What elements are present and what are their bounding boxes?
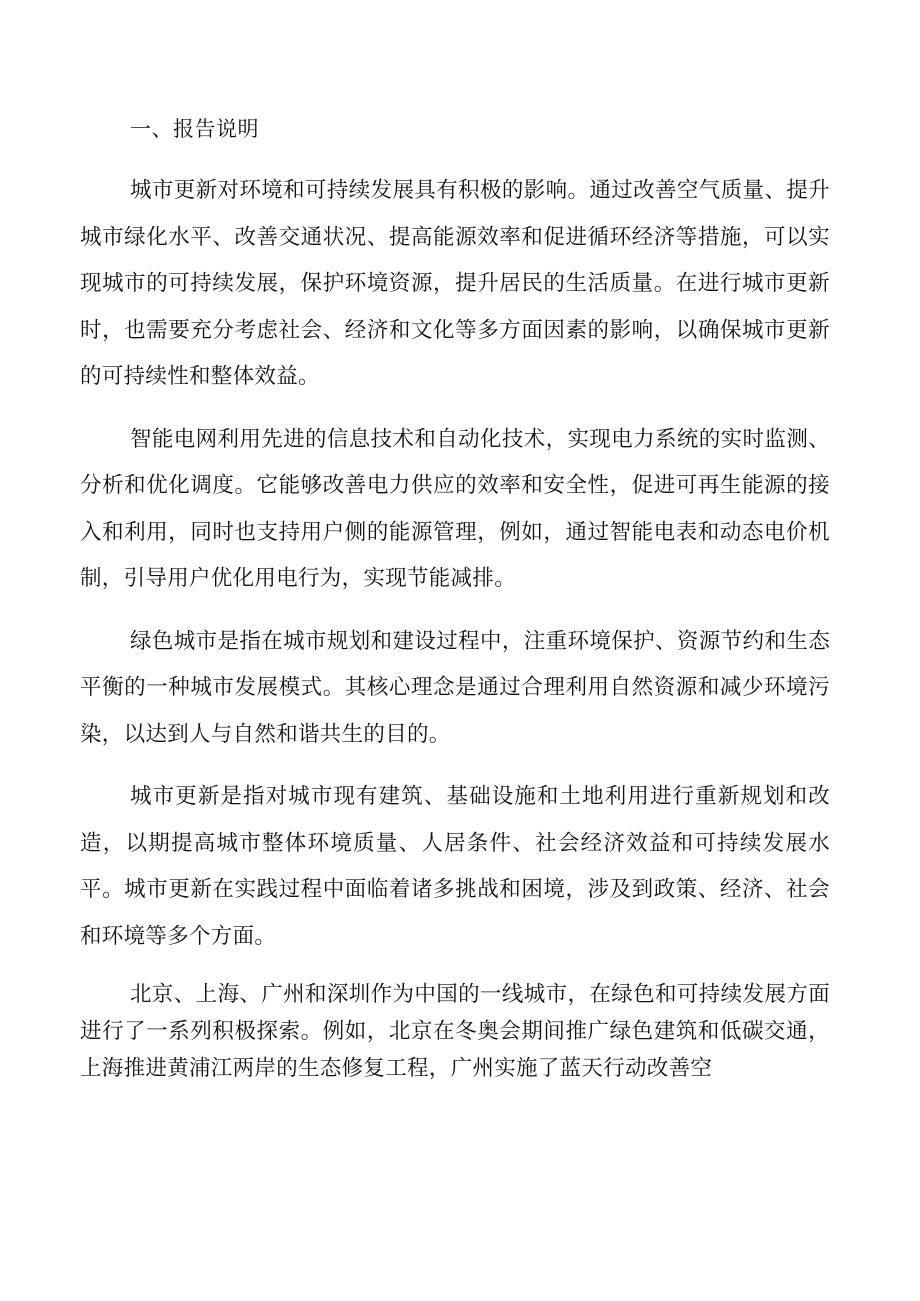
paragraph-urban-renewal-definition: 城市更新是指对城市现有建筑、基础设施和土地利用进行重新规划和改造，以期提高城市整体环境质量、人居条件、社会经济效益和可持续发展水平。城市更新在实践过程中面临着诸多挑战和困境，涉及到政策、经济、社会和环境等多个方面。	[80, 784, 830, 949]
paragraph-smart-grid: 智能电网利用先进的信息技术和自动化技术，实现电力系统的实时监测、分析和优化调度。它能够改善电力供应的效率和安全性，促进可再生能源的接入和利用，同时也支持用户侧的能源管理，例如，通过智能电表和动态电价机制，引导用户优化用电行为，实现节能减排。	[80, 426, 830, 591]
paragraph-green-city: 绿色城市是指在城市规划和建设过程中，注重环境保护、资源节约和生态平衡的一种城市发展模式。其核心理念是通过合理利用自然资源和减少环境污染，以达到人与自然和谐共生的目的。	[80, 628, 830, 747]
section-heading: 一、报告说明	[130, 117, 259, 141]
paragraph-first-tier-cities: 北京、上海、广州和深圳作为中国的一线城市，在绿色和可持续发展方面进行了一系列积极探索。例如，北京在冬奥会期间推广绿色建筑和低碳交通，上海推进黄浦江两岸的生态修复工程，广州实施了蓝天行动改善空	[80, 982, 830, 1081]
paragraph-urban-renewal-impact: 城市更新对环境和可持续发展具有积极的影响。通过改善空气质量、提升城市绿化水平、改善交通状况、提高能源效率和促进循环经济等措施，可以实现城市的可持续发展，保护环境资源，提升居民的生活质量。在进行城市更新时，也需要充分考虑社会、经济和文化等多方面因素的影响，以确保城市更新的可持续性和整体效益。	[80, 178, 830, 389]
document-body	[80, 106, 830, 1087]
